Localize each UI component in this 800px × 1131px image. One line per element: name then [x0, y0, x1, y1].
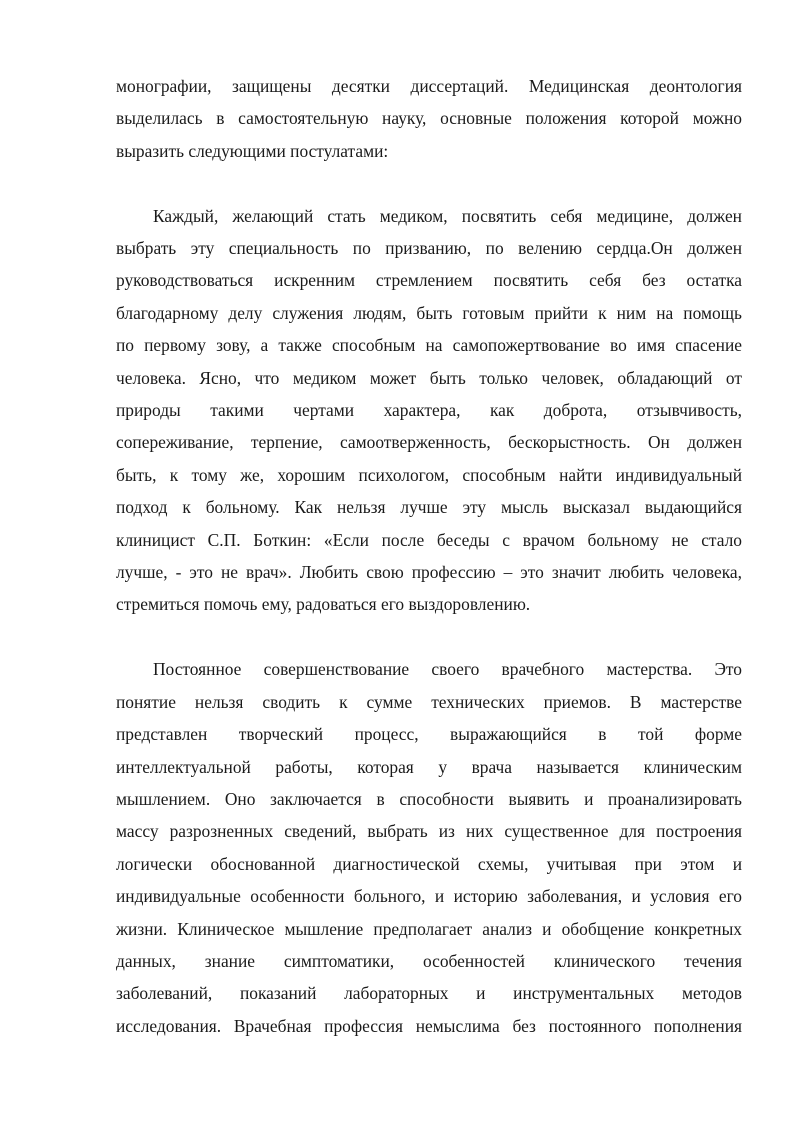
text-line: мышлением. Оно заключается в способности выявить и проанализировать	[116, 788, 742, 809]
paragraph-spacer	[116, 621, 742, 653]
text-line: интеллектуальной работы, которая у врача называется клиническим	[116, 756, 742, 777]
text-line: по первому зову, а также способным на самопожертвование во имя спасение	[116, 335, 742, 356]
text-line: сопереживание, терпение, самоотверженность, бескорыстность. Он должен	[116, 432, 742, 453]
paragraph-spacer	[116, 167, 742, 199]
paragraph	[116, 200, 742, 621]
text-line: руководствоваться искренним стремлением посвятить себя без остатка	[116, 270, 742, 291]
text-line: выделилась в самостоятельную науку, основные положения которой можно	[116, 108, 742, 129]
text-line: быть, к тому же, хорошим психологом, способным найти индивидуальный	[116, 464, 742, 485]
text-line: выбрать эту специальность по призванию, по велению сердца.Он должен	[116, 238, 742, 259]
text-line: массу разрозненных сведений, выбрать из них существенное для построения	[116, 821, 742, 842]
text-line: выразить следующими постулатами:	[116, 140, 389, 161]
paragraph	[116, 70, 742, 167]
text-line: Постоянное совершенствование своего врачебного мастерства. Это	[153, 659, 742, 680]
text-line: Каждый, желающий стать медиком, посвятить себя медицине, должен	[153, 205, 742, 226]
text-line: логически обоснованной диагностической схемы, учитывая при этом и	[116, 853, 742, 874]
document-body	[116, 70, 742, 1042]
text-line: человека. Ясно, что медиком может быть только человек, обладающий от	[116, 367, 742, 388]
text-line: монографии, защищены десятки диссертаций. Медицинская деонтология	[116, 76, 742, 96]
text-line: природы такими чертами характера, как доброта, отзывчивость,	[116, 400, 742, 421]
text-line: лучше, - это не врач». Любить свою профессию – это значит любить человека,	[116, 562, 742, 583]
paragraph	[116, 653, 742, 1042]
text-line: индивидуальные особенности больного, и историю заболевания, и условия его	[116, 886, 742, 907]
text-line: понятие нельзя сводить к сумме технических приемов. В мастерстве	[116, 691, 742, 712]
text-line: жизни. Клиническое мышление предполагает анализ и обобщение конкретных	[116, 918, 742, 939]
text-line: подход к больному. Как нельзя лучше эту мысль высказал выдающийся	[116, 497, 742, 518]
text-line: клиницист С.П. Боткин: «Если после беседы с врачом больному не стало	[116, 529, 742, 550]
text-line: заболеваний, показаний лабораторных и инструментальных методов	[116, 983, 742, 1004]
text-line: представлен творческий процесс, выражающийся в той форме	[116, 724, 742, 745]
text-line: стремиться помочь ему, радоваться его выздоровлению.	[116, 594, 531, 615]
text-line: благодарному делу служения людям, быть готовым прийти к ним на помощь	[116, 302, 742, 323]
text-line: данных, знание симптоматики, особенностей клинического течения	[116, 950, 742, 971]
text-line: исследования. Врачебная профессия немыслима без постоянного пополнения	[116, 1015, 742, 1036]
